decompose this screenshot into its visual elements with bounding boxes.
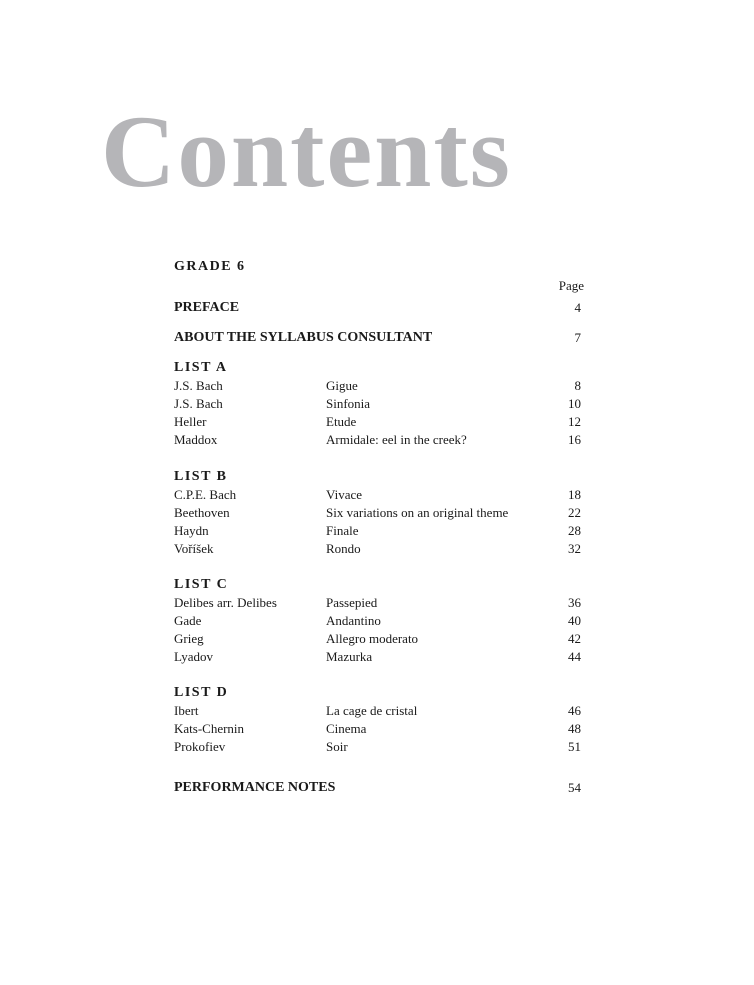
- composer: Delibes arr. Delibes: [174, 595, 277, 610]
- page-number: 22: [568, 505, 581, 520]
- page-title: Contents: [101, 95, 512, 209]
- list-item: [174, 738, 584, 756]
- composer: Haydn: [174, 523, 209, 538]
- list-item: [174, 486, 584, 504]
- page-number: 42: [568, 631, 581, 646]
- page-number: 8: [574, 378, 581, 393]
- list-a-heading: LIST A: [174, 360, 228, 375]
- list-item: [174, 630, 584, 648]
- piece-title: Etude: [326, 414, 357, 429]
- composer: Prokofiev: [174, 739, 226, 754]
- piece-title: Finale: [326, 523, 359, 538]
- list-item: [174, 395, 584, 413]
- list-item: [174, 504, 584, 522]
- page-number: 40: [568, 613, 581, 628]
- composer: Gade: [174, 613, 202, 628]
- piece-title: Cinema: [326, 721, 367, 736]
- list-c-heading: LIST C: [174, 577, 229, 592]
- list-item: [174, 702, 584, 720]
- composer: Grieg: [174, 631, 204, 646]
- composer: Maddox: [174, 432, 218, 447]
- piece-title: Six variations on an original theme: [326, 505, 509, 520]
- piece-title: Vivace: [326, 487, 363, 502]
- preface-page: 4: [574, 300, 581, 315]
- piece-title: Passepied: [326, 595, 378, 610]
- page-number: 46: [568, 703, 581, 718]
- performance-notes-label: PERFORMANCE NOTES: [174, 780, 336, 795]
- piece-title: Andantino: [326, 613, 381, 628]
- piece-title: Sinfonia: [326, 396, 371, 411]
- piece-title: Rondo: [326, 541, 361, 556]
- list-item: [174, 431, 584, 449]
- composer: Kats-Chernin: [174, 721, 245, 736]
- list-item: [174, 648, 584, 666]
- piece-title: Mazurka: [326, 649, 373, 664]
- performance-notes-entry: [174, 779, 584, 797]
- composer: J.S. Bach: [174, 378, 223, 393]
- list-item: [174, 612, 584, 630]
- piece-title: La cage de cristal: [326, 703, 418, 718]
- preface-label: PREFACE: [174, 300, 240, 315]
- list-item: [174, 594, 584, 612]
- page-number: 44: [568, 649, 581, 664]
- piece-title: Allegro moderato: [326, 631, 419, 646]
- composer: C.P.E. Bach: [174, 487, 237, 502]
- page-column-label: Page: [558, 278, 584, 293]
- page-number: 10: [568, 396, 581, 411]
- composer: Beethoven: [174, 505, 230, 520]
- composer: Voříšek: [174, 541, 214, 556]
- list-item: [174, 522, 584, 540]
- page-number: 32: [568, 541, 581, 556]
- list-b-heading: LIST B: [174, 469, 228, 484]
- page-number: 28: [568, 523, 581, 538]
- composer: Ibert: [174, 703, 199, 718]
- about-page: 7: [574, 330, 581, 345]
- grade-heading: GRADE 6: [174, 259, 246, 274]
- page-number: 51: [568, 739, 581, 754]
- composer: J.S. Bach: [174, 396, 223, 411]
- list-item: [174, 377, 584, 395]
- preface-entry: [174, 299, 584, 317]
- page-number: 18: [568, 487, 581, 502]
- performance-notes-page: 54: [568, 780, 581, 795]
- page-number: 36: [568, 595, 581, 610]
- table-of-contents: [174, 0, 584, 985]
- list-item: [174, 413, 584, 431]
- piece-title: Soir: [326, 739, 348, 754]
- composer: Lyadov: [174, 649, 213, 664]
- composer: Heller: [174, 414, 207, 429]
- list-d-heading: LIST D: [174, 685, 229, 700]
- list-item: [174, 720, 584, 738]
- list-item: [174, 540, 584, 558]
- page-number: 48: [568, 721, 581, 736]
- piece-title: Gigue: [326, 378, 358, 393]
- about-label: ABOUT THE SYLLABUS CONSULTANT: [174, 330, 433, 345]
- page-number: 12: [568, 414, 581, 429]
- page-number: 16: [568, 432, 581, 447]
- about-entry: [174, 329, 584, 347]
- piece-title: Armidale: eel in the creek?: [326, 432, 467, 447]
